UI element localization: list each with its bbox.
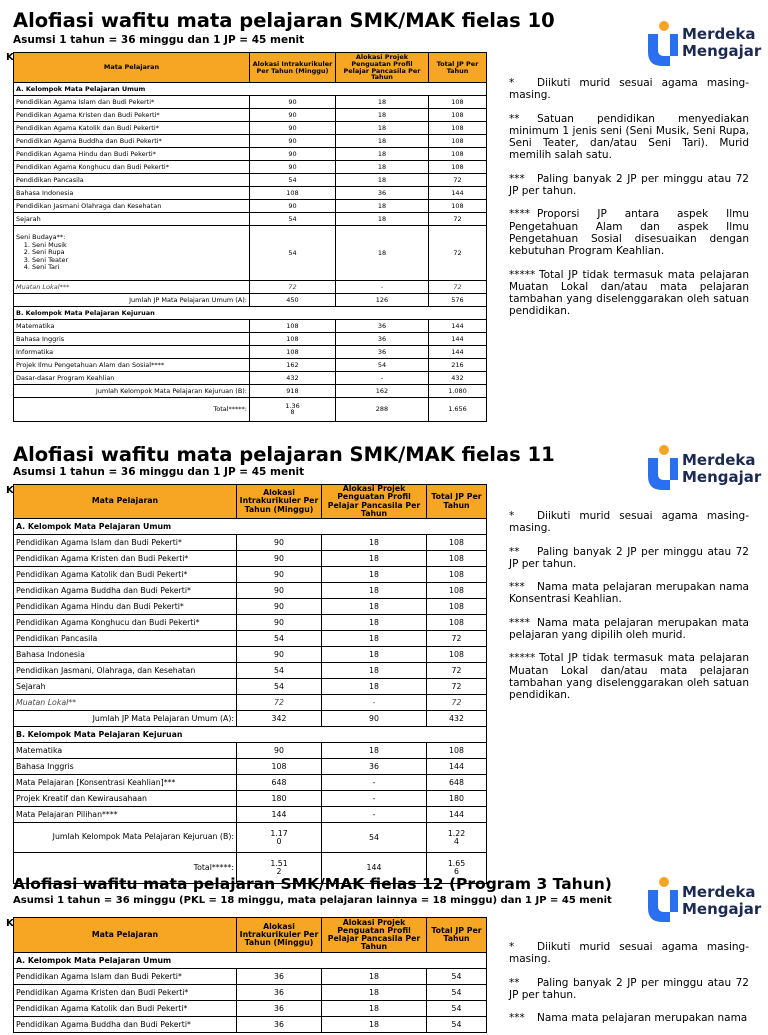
col-header-intra: Alokasi Intrakurikuler Per Tahun (Minggu) xyxy=(237,485,322,519)
projek-cell: 36 xyxy=(322,759,427,775)
footnote xyxy=(509,941,749,966)
total-cell: 1.080 xyxy=(429,384,487,397)
subject-cell: Dasar-dasar Program Keahlian xyxy=(14,371,250,384)
footnote-text: Paling banyak 2 JP per minggu atau 72 JP per tahun. xyxy=(509,172,749,198)
subject-cell: Pendidikan Agama Kristen dan Budi Pekerti* xyxy=(14,551,237,567)
intra-cell: 90 xyxy=(237,599,322,615)
intra-cell: 72 xyxy=(250,280,336,293)
total-cell: 1.656 xyxy=(429,397,487,422)
subject-cell: Bahasa Inggris xyxy=(14,332,250,345)
projek-cell: 18 xyxy=(322,663,427,679)
intra-cell: 54 xyxy=(250,174,336,187)
intra-cell: 36 xyxy=(237,1001,322,1017)
k-mark: K xyxy=(6,485,14,496)
intra-cell: 90 xyxy=(237,743,322,759)
projek-cell: 36 xyxy=(336,319,429,332)
subject-cell: Pendidikan Agama Islam dan Budi Pekerti* xyxy=(14,96,250,109)
total-cell: 576 xyxy=(429,293,487,306)
footnote-text: Total JP tidak termasuk mata pelajaran Muatan Lokal dan/atau mata pelajaran tambahan yang diselenggarakan oleh satuan pendidikan. xyxy=(509,268,749,318)
total-cell: 72 xyxy=(427,695,487,711)
intra-cell: 90 xyxy=(237,583,322,599)
projek-cell: 54 xyxy=(336,358,429,371)
footnote-marker: * xyxy=(509,941,515,953)
subject-cell: Sejarah xyxy=(14,679,237,695)
total-cell: 108 xyxy=(427,567,487,583)
logo-line1: Merdeka xyxy=(682,883,756,901)
projek-cell: 18 xyxy=(322,1017,427,1033)
footnote-text: Paling banyak 2 JP per minggu atau 72 JP per tahun. xyxy=(509,976,749,1001)
intra-cell: 108 xyxy=(250,332,336,345)
footnote-text: Satuan pendidikan menyediakan minimum 1 jenis seni (Seni Musik, Seni Rupa, Seni Teater, dan/atau Seni Tari). Murid memilih salah satu. xyxy=(509,112,749,162)
intra-cell: 36 xyxy=(237,985,322,1001)
intra-cell: 108 xyxy=(250,319,336,332)
footnote-text: Nama mata pelajaran merupakan nama Konsentrasi Keahlian. xyxy=(509,581,749,606)
subject-cell: Pendidikan Agama Kristen dan Budi Pekerti* xyxy=(14,985,237,1001)
col-header-subject: Mata Pelajaran xyxy=(14,485,237,519)
subject-cell: Informatika xyxy=(14,345,250,358)
total-cell: 72 xyxy=(427,679,487,695)
logo-line1: Merdeka xyxy=(682,25,756,43)
logo-line2: Mengajar xyxy=(682,42,762,60)
total-cell: 108 xyxy=(427,551,487,567)
projek-cell: 126 xyxy=(336,293,429,306)
group-label: A. Kelompok Mata Pelajaran Umum xyxy=(14,519,487,535)
subject-cell: Bahasa Indonesia xyxy=(14,647,237,663)
intra-cell: 162 xyxy=(250,358,336,371)
projek-cell: 36 xyxy=(336,332,429,345)
subject-cell: Total*****: xyxy=(14,397,250,422)
total-cell: 54 xyxy=(427,985,487,1001)
page-title: Alofiasi wafitu mata pelajaran SMK/MAK fielas 10 xyxy=(13,9,555,32)
intra-cell: 90 xyxy=(237,615,322,631)
total-cell: 180 xyxy=(427,791,487,807)
group-label: B. Kelompok Mata Pelajaran Kejuruan xyxy=(14,306,487,319)
footnote-text: Paling banyak 2 JP per minggu atau 72 JP per tahun. xyxy=(509,545,749,570)
subject-cell: Pendidikan Jasmani Olahraga dan Kesehatan xyxy=(14,200,250,213)
projek-cell: 288 xyxy=(336,397,429,422)
total-cell: 108 xyxy=(429,161,487,174)
intra-cell: 36 xyxy=(237,969,322,985)
intra-cell: 54 xyxy=(237,679,322,695)
projek-cell: 18 xyxy=(322,599,427,615)
projek-cell: 18 xyxy=(322,985,427,1001)
projek-cell: 54 xyxy=(322,823,427,853)
subject-cell: Pendidikan Agama Konghucu dan Budi Pekerti* xyxy=(14,161,250,174)
intra-cell: 648 xyxy=(237,775,322,791)
footnote-marker: * xyxy=(509,77,515,89)
subject-cell: Pendidikan Agama Konghucu dan Budi Pekerti* xyxy=(14,615,237,631)
total-cell: 72 xyxy=(427,631,487,647)
subject-cell: Pendidikan Agama Islam dan Budi Pekerti* xyxy=(14,969,237,985)
intra-cell: 90 xyxy=(250,200,336,213)
footnote-marker: **** xyxy=(509,616,530,629)
intra-cell: 144 xyxy=(237,807,322,823)
projek-cell: 144 xyxy=(322,853,427,883)
page-title: Alofiasi wafitu mata pelajaran SMK/MAK fielas 11 xyxy=(13,443,555,466)
projek-cell: 18 xyxy=(336,161,429,174)
intra-cell: 90 xyxy=(250,161,336,174)
col-header-subject: Mata Pelajaran xyxy=(14,53,250,83)
footnote-marker: **** xyxy=(509,208,530,221)
total-cell: 108 xyxy=(429,200,487,213)
subject-cell: Pendidikan Agama Katolik dan Budi Pekerti* xyxy=(14,1001,237,1017)
projek-cell: - xyxy=(322,791,427,807)
total-cell: 216 xyxy=(429,358,487,371)
total-cell: 1.65 6 xyxy=(427,853,487,883)
page-title: Alofiasi wafitu mata pelajaran SMK/MAK fielas 12 (Program 3 Tahun) xyxy=(13,875,612,893)
total-cell: 108 xyxy=(427,599,487,615)
subtitle: Asumsi 1 tahun = 36 minggu dan 1 JP = 45 menit xyxy=(13,466,305,478)
merdeka-mengajar-logo xyxy=(644,876,764,924)
total-cell: 108 xyxy=(427,615,487,631)
total-cell: 144 xyxy=(429,187,487,200)
footnote-marker: ** xyxy=(509,976,520,989)
subject-cell: Pendidikan Jasmani, Olahraga, dan Kesehatan xyxy=(14,663,237,679)
col-header-intra: Alokasi Intrakurikuler Per Tahun (Minggu) xyxy=(237,918,322,953)
footnote-marker: ** xyxy=(509,112,520,125)
projek-cell: - xyxy=(322,807,427,823)
subject-cell: Pendidikan Agama Katolik dan Budi Pekerti* xyxy=(14,122,250,135)
subject-cell: Pendidikan Agama Buddha dan Budi Pekerti* xyxy=(14,135,250,148)
intra-cell: 108 xyxy=(237,759,322,775)
projek-cell: - xyxy=(322,775,427,791)
footnote-text: Proporsi JP antara aspek Ilmu Pengetahuan Alam dan aspek Ilmu Pengetahuan Sosial disesuaikan dengan kebutuhan Program Keahlian. xyxy=(509,208,749,258)
footnote-text: Diikuti murid sesuai agama masing-masing. xyxy=(509,77,749,102)
col-header-subject: Mata Pelajaran xyxy=(14,918,237,953)
projek-cell: 18 xyxy=(336,109,429,122)
projek-cell: 18 xyxy=(322,647,427,663)
seni-label: Seni Budaya**: xyxy=(16,233,66,242)
intra-cell: 108 xyxy=(250,187,336,200)
footnote-marker: ** xyxy=(509,545,520,558)
logo-line1: Merdeka xyxy=(682,451,756,469)
intra-cell: 72 xyxy=(237,695,322,711)
footnote-marker: *** xyxy=(509,172,525,185)
subject-cell: Muatan Lokal** xyxy=(14,695,237,711)
total-cell: 144 xyxy=(427,759,487,775)
intra-cell: 432 xyxy=(250,371,336,384)
subject-cell: Jumlah Kelompok Mata Pelajaran Kejuruan (B): xyxy=(14,384,250,397)
intra-cell: 90 xyxy=(237,551,322,567)
subject-cell: Matematika xyxy=(14,743,237,759)
col-header-total: Total JP Per Tahun xyxy=(427,918,487,953)
subtitle: Asumsi 1 tahun = 36 minggu (PKL = 18 minggu, mata pelajaran lainnya = 18 minggu) dan 1 JP = 45 menit xyxy=(13,895,612,906)
seni-item: 2. Seni Rupa xyxy=(32,249,247,256)
subject-cell: Jumlah Kelompok Mata Pelajaran Kejuruan (B): xyxy=(14,823,237,853)
total-cell: 108 xyxy=(429,109,487,122)
value-cell: 18 xyxy=(336,226,429,281)
col-header-projek: Alokasi Projek Penguatan Profil Pelajar Pancasila Per Tahun xyxy=(322,918,427,953)
intra-cell: 918 xyxy=(250,384,336,397)
projek-cell: 18 xyxy=(336,174,429,187)
total-cell: 54 xyxy=(427,969,487,985)
subject-cell: Jumlah JP Mata Pelajaran Umum (A): xyxy=(14,293,250,306)
intra-cell: 450 xyxy=(250,293,336,306)
total-cell: 108 xyxy=(427,743,487,759)
projek-cell: 18 xyxy=(322,743,427,759)
intra-cell: 54 xyxy=(237,663,322,679)
seni-item: 1. Seni Musik xyxy=(32,242,247,249)
value-cell: 54 xyxy=(250,226,336,281)
projek-cell: - xyxy=(336,371,429,384)
total-cell: 432 xyxy=(427,711,487,727)
intra-cell: 1.17 0 xyxy=(237,823,322,853)
intra-cell: 1.51 2 xyxy=(237,853,322,883)
seni-item: 3. Seni Teater xyxy=(32,257,247,264)
intra-cell: 180 xyxy=(237,791,322,807)
intra-cell: 54 xyxy=(237,631,322,647)
intra-cell: 90 xyxy=(250,109,336,122)
total-cell: 144 xyxy=(429,345,487,358)
intra-cell: 90 xyxy=(250,122,336,135)
group-label: A. Kelompok Mata Pelajaran Umum xyxy=(14,953,487,969)
intra-cell: 90 xyxy=(250,135,336,148)
subject-cell: Projek Ilmu Pengetahuan Alam dan Sosial**** xyxy=(14,358,250,371)
footnote-text: Diikuti murid sesuai agama masing-masing. xyxy=(509,510,749,535)
footnote-marker: * xyxy=(509,510,515,522)
intra-cell: 342 xyxy=(237,711,322,727)
subject-cell: Projek Kreatif dan Kewirausahaan xyxy=(14,791,237,807)
total-cell: 108 xyxy=(429,148,487,161)
footnote-marker: ***** xyxy=(509,268,536,281)
total-cell: 54 xyxy=(427,1001,487,1017)
col-header-projek: Alokasi Projek Penguatan Profil Pelajar Pancasila Per Tahun xyxy=(336,53,429,83)
seni-item: 4. Seni Tari xyxy=(32,264,247,271)
k-mark: K xyxy=(6,918,14,929)
k-mark: K xyxy=(6,52,14,63)
total-cell: 144 xyxy=(429,319,487,332)
subject-cell: Pendidikan Agama Hindu dan Budi Pekerti* xyxy=(14,599,237,615)
projek-cell: 36 xyxy=(336,187,429,200)
subject-cell: Pendidikan Agama Buddha dan Budi Pekerti* xyxy=(14,1017,237,1033)
subject-cell: Pendidikan Agama Hindu dan Budi Pekerti* xyxy=(14,148,250,161)
subject-cell: Pendidikan Agama Buddha dan Budi Pekerti* xyxy=(14,583,237,599)
total-cell: 108 xyxy=(429,96,487,109)
allocation-table-12 xyxy=(13,917,487,1033)
subject-cell: Matematika xyxy=(14,319,250,332)
projek-cell: 36 xyxy=(336,345,429,358)
projek-cell: 18 xyxy=(322,679,427,695)
group-label: B. Kelompok Mata Pelajaran Kejuruan xyxy=(14,727,487,743)
col-header-total: Total JP Per Tahun xyxy=(427,485,487,519)
total-cell: 648 xyxy=(427,775,487,791)
subject-cell: Sejarah xyxy=(14,213,250,226)
footnote-marker: ***** xyxy=(509,652,536,665)
intra-cell: 90 xyxy=(237,535,322,551)
projek-cell: 18 xyxy=(336,135,429,148)
total-cell: 108 xyxy=(429,135,487,148)
projek-cell: 18 xyxy=(322,583,427,599)
total-cell: 72 xyxy=(429,280,487,293)
intra-cell: 90 xyxy=(250,96,336,109)
footnote-text: Total JP tidak termasuk mata pelajaran Muatan Lokal dan/atau mata pelajaran tambahan yang diselenggarakan oleh satuan pendidikan. xyxy=(509,652,749,702)
total-cell: 144 xyxy=(427,807,487,823)
value-cell: 72 xyxy=(429,226,487,281)
subject-cell: Mata Pelajaran Pilihan**** xyxy=(14,807,237,823)
group-label: A. Kelompok Mata Pelajaran Umum xyxy=(14,83,487,96)
table-row xyxy=(14,1001,487,1017)
intra-cell: 90 xyxy=(250,148,336,161)
group-row xyxy=(14,953,487,969)
projek-cell: 18 xyxy=(322,969,427,985)
projek-cell: - xyxy=(336,280,429,293)
footnote-marker: *** xyxy=(509,581,525,594)
projek-cell: 18 xyxy=(336,148,429,161)
total-cell: 432 xyxy=(429,371,487,384)
subtitle: Asumsi 1 tahun = 36 minggu dan 1 JP = 45 menit xyxy=(13,34,305,46)
projek-cell: 18 xyxy=(336,96,429,109)
projek-cell: 18 xyxy=(322,567,427,583)
intra-cell: 1.36 8 xyxy=(250,397,336,422)
col-header-total: Total JP Per Tahun xyxy=(429,53,487,83)
intra-cell: 90 xyxy=(237,647,322,663)
subject-cell: Pendidikan Pancasila xyxy=(14,631,237,647)
footnote-text: Nama mata pelajaran merupakan mata pelajaran yang dipilih oleh murid. xyxy=(509,616,749,642)
projek-cell: 18 xyxy=(322,1001,427,1017)
logo-line2: Mengajar xyxy=(682,900,762,918)
total-cell: 72 xyxy=(429,174,487,187)
col-header-intra: Alokasi Intrakurikuler Per Tahun (Minggu) xyxy=(250,53,336,83)
subject-cell: Mata Pelajaran [Konsentrasi Keahlian]*** xyxy=(14,775,237,791)
total-cell: 108 xyxy=(429,122,487,135)
footnote xyxy=(509,977,749,1002)
projek-cell: 162 xyxy=(336,384,429,397)
footnote-text: Nama mata pelajaran merupakan nama xyxy=(537,1012,748,1025)
subject-cell: Jumlah JP Mata Pelajaran Umum (A): xyxy=(14,711,237,727)
total-cell: 72 xyxy=(429,213,487,226)
projek-cell: 18 xyxy=(322,535,427,551)
projek-cell: 18 xyxy=(322,615,427,631)
projek-cell: - xyxy=(322,695,427,711)
subject-cell: Pendidikan Agama Islam dan Budi Pekerti* xyxy=(14,535,237,551)
total-cell: 54 xyxy=(427,1017,487,1033)
notes-12 xyxy=(509,941,749,1035)
subject-cell: Pendidikan Agama Kristen dan Budi Pekerti* xyxy=(14,109,250,122)
subject-cell: Pendidikan Agama Katolik dan Budi Pekerti* xyxy=(14,567,237,583)
subject-cell: Muatan Lokal*** xyxy=(14,280,250,293)
total-cell: 144 xyxy=(429,332,487,345)
logo-line2: Mengajar xyxy=(682,468,762,486)
total-cell: 108 xyxy=(427,647,487,663)
table-row xyxy=(14,1017,487,1033)
intra-cell: 54 xyxy=(250,213,336,226)
subject-cell: Bahasa Indonesia xyxy=(14,187,250,200)
projek-cell: 18 xyxy=(322,551,427,567)
projek-cell: 18 xyxy=(336,213,429,226)
total-cell: 108 xyxy=(427,583,487,599)
projek-cell: 18 xyxy=(336,122,429,135)
subject-cell: Pendidikan Pancasila xyxy=(14,174,250,187)
table-row xyxy=(14,969,487,985)
subject-cell: Bahasa Inggris xyxy=(14,759,237,775)
subject-cell: Total*****: xyxy=(14,853,237,883)
footnote xyxy=(509,1012,749,1024)
logo-icon xyxy=(644,876,680,924)
intra-cell: 108 xyxy=(250,345,336,358)
table-row xyxy=(14,985,487,1001)
total-cell: 1.22 4 xyxy=(427,823,487,853)
total-cell: 108 xyxy=(427,535,487,551)
footnote-text: Diikuti murid sesuai agama masing-masing. xyxy=(509,941,749,966)
projek-cell: 18 xyxy=(336,200,429,213)
footnote-marker: *** xyxy=(509,1012,525,1025)
col-header-projek: Alokasi Projek Penguatan Profil Pelajar Pancasila Per Tahun xyxy=(322,485,427,519)
total-cell: 72 xyxy=(427,663,487,679)
projek-cell: 90 xyxy=(322,711,427,727)
projek-cell: 18 xyxy=(322,631,427,647)
intra-cell: 90 xyxy=(237,567,322,583)
intra-cell: 36 xyxy=(237,1017,322,1033)
